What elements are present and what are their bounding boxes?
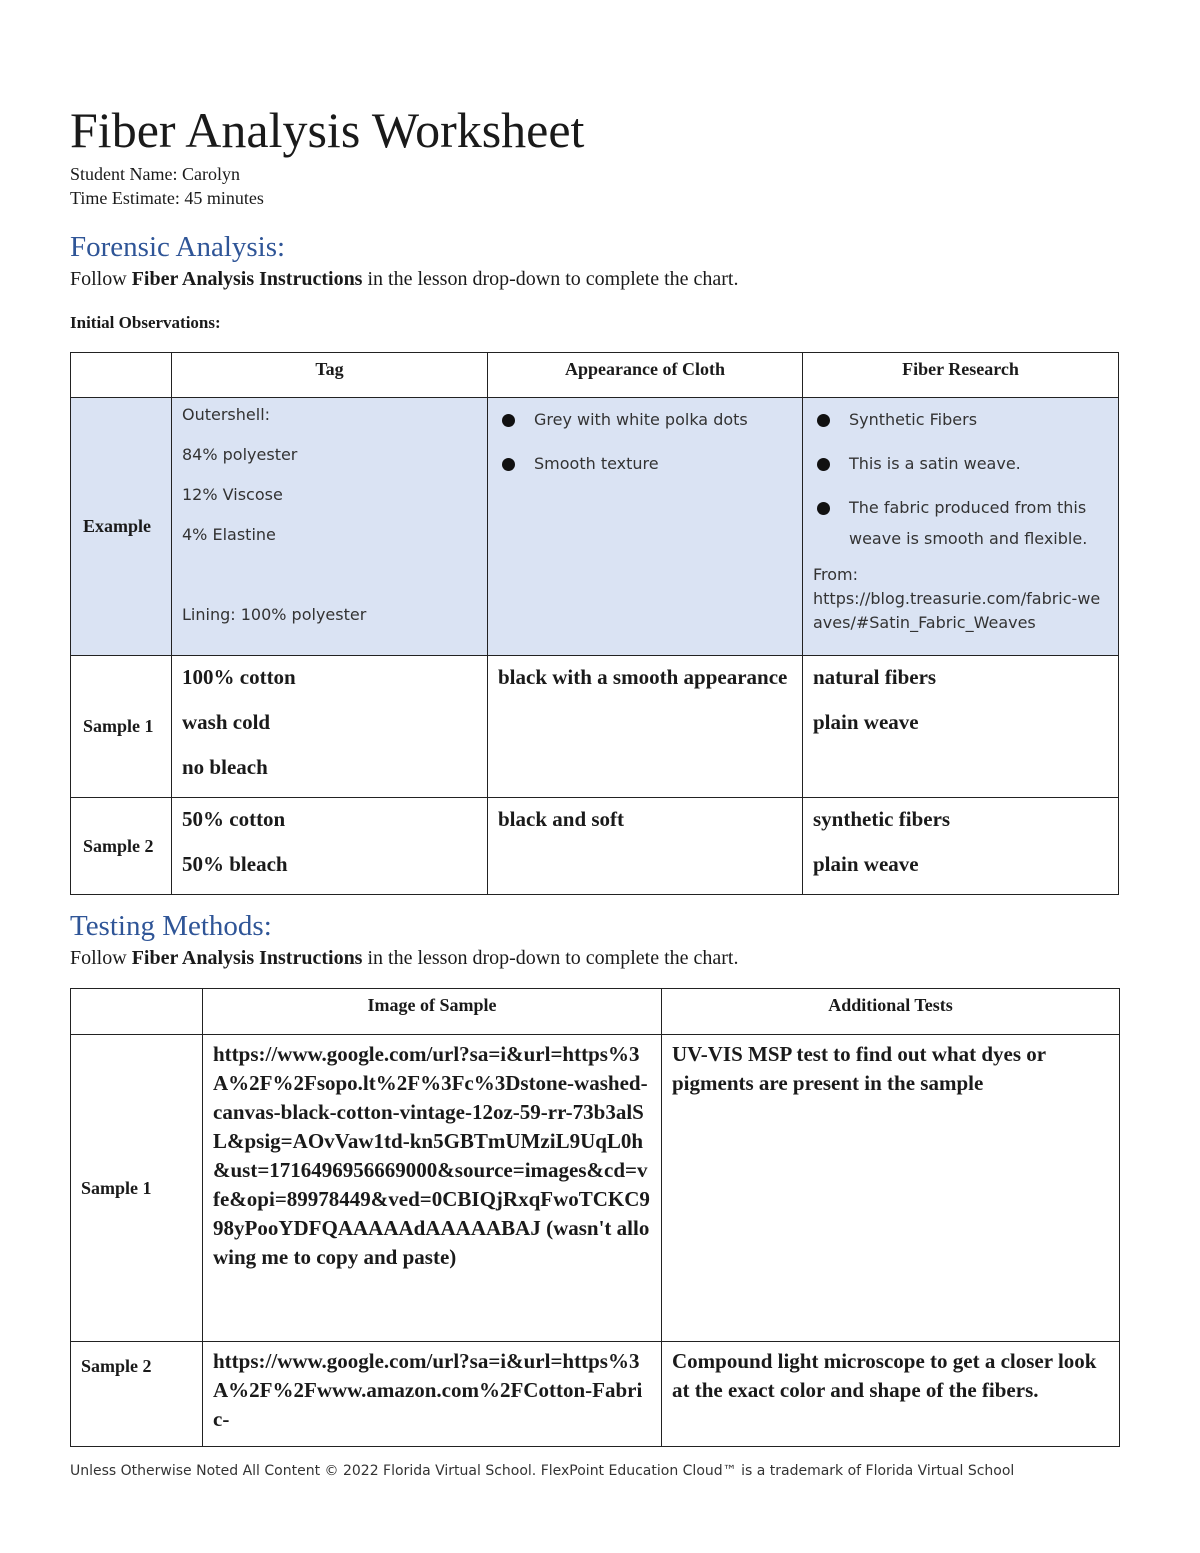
row-label-example: Example xyxy=(71,398,172,656)
bullet-item: Grey with white polka dots xyxy=(498,404,792,435)
instr-text: in the lesson drop-down to complete the chart. xyxy=(362,268,739,290)
forensic-analysis-heading: Forensic Analysis: xyxy=(70,231,286,263)
instr-bold-text: Fiber Analysis Instructions xyxy=(131,268,363,290)
tag-line: 84% polyester xyxy=(182,445,298,464)
tests-text: Compound light microscope to get a closer look at the exact color and shape of the fibers. xyxy=(672,1349,1097,1402)
bullet-item: This is a satin weave. xyxy=(813,448,1108,479)
tests-text: UV-VIS MSP test to find out what dyes or pigments are present in the sample xyxy=(672,1042,1046,1095)
bullet-list xyxy=(498,404,792,479)
tag-line: wash cold xyxy=(182,710,271,734)
sample-1-research-cell xyxy=(803,656,1119,798)
bullet-item: The fabric produced from this weave is smooth and flexible. xyxy=(813,492,1108,554)
table-row-example xyxy=(71,398,1119,656)
tag-line: no bleach xyxy=(182,755,268,779)
research-line: natural fibers xyxy=(813,665,937,689)
appearance-text: black with a smooth appearance xyxy=(498,665,788,689)
header-image-of-sample: Image of Sample xyxy=(203,989,662,1035)
sample-1-appearance-cell xyxy=(488,656,803,798)
sample-2-image-cell xyxy=(203,1342,662,1447)
tag-line: 12% Viscose xyxy=(182,485,283,504)
testing-methods-heading: Testing Methods: xyxy=(70,910,272,942)
sample-2-appearance-cell xyxy=(488,798,803,895)
bullet-item: Synthetic Fibers xyxy=(813,404,1108,435)
header-tag: Tag xyxy=(172,353,488,398)
instr-text: Follow xyxy=(70,268,132,290)
header-cell-empty xyxy=(71,353,172,398)
forensic-instructions xyxy=(70,266,738,292)
research-line: synthetic fibers xyxy=(813,807,951,831)
instr-text: Follow xyxy=(70,947,132,969)
image-url-text: https://www.google.com/url?sa=i&url=https%3A%2F%2Fwww.amazon.com%2FCotton-Fabric- xyxy=(213,1349,643,1431)
time-estimate: Time Estimate: 45 minutes xyxy=(70,188,264,208)
sample-2-tests-cell xyxy=(662,1342,1120,1447)
sample-1-image-cell xyxy=(203,1035,662,1342)
header-cell-empty xyxy=(71,989,203,1035)
instr-text: in the lesson drop-down to complete the chart. xyxy=(362,947,739,969)
table-row-sample-2 xyxy=(71,798,1119,895)
example-tag-cell xyxy=(172,398,488,656)
tag-line: 100% cotton xyxy=(182,665,296,689)
source-url: https://blog.treasurie.com/fabric-weaves/#Satin_Fabric_Weaves xyxy=(813,589,1101,632)
page-footer: Unless Otherwise Noted All Content © 2022 Florida Virtual School. FlexPoint Education Cloud™ is a trademark of Florida Virtual School xyxy=(70,1463,1015,1479)
table-header-row xyxy=(71,353,1119,398)
table-row-sample-2 xyxy=(71,1342,1120,1447)
header-fiber-research: Fiber Research xyxy=(803,353,1119,398)
row-label-sample-1: Sample 1 xyxy=(71,1035,203,1342)
tag-line-blank xyxy=(182,555,477,595)
sample-1-tests-cell xyxy=(662,1035,1120,1342)
tag-line: Outershell: xyxy=(182,405,271,424)
page-title: Fiber Analysis Worksheet xyxy=(70,102,585,158)
research-line: plain weave xyxy=(813,852,919,876)
sample-1-tag-cell xyxy=(172,656,488,798)
table-row-sample-1 xyxy=(71,1035,1120,1342)
row-label-sample-2: Sample 2 xyxy=(71,798,172,895)
research-line: plain weave xyxy=(813,710,919,734)
tag-line: 50% cotton xyxy=(182,807,286,831)
bullet-list xyxy=(813,404,1108,554)
source-label: From: xyxy=(813,565,859,584)
header-additional-tests: Additional Tests xyxy=(662,989,1120,1035)
example-research-cell xyxy=(803,398,1119,656)
instr-bold-text: Fiber Analysis Instructions xyxy=(131,947,363,969)
header-appearance: Appearance of Cloth xyxy=(488,353,803,398)
table-row-sample-1 xyxy=(71,656,1119,798)
image-url-text: https://www.google.com/url?sa=i&url=https%3A%2F%2Fsopo.lt%2F%3Fc%3Dstone-washed-canvas-black-cotton-vintage-12oz-59-rr-73b3alSL&psig=AOvVaw1td-kn5GBTmUMziL9UqL0h&ust=1716496956669000&source=images&cd=vfe&opi=89978449&ved=0CBIQjRxqFwoTCKC998yPooYDFQAAAAAdAAAAABAJ (wasn't allowing me to copy and paste) xyxy=(213,1042,650,1269)
tag-line: Lining: 100% polyester xyxy=(182,605,367,624)
row-label-sample-1: Sample 1 xyxy=(71,656,172,798)
sample-2-research-cell xyxy=(803,798,1119,895)
tag-line: 50% bleach xyxy=(182,852,288,876)
tag-line: 4% Elastine xyxy=(182,525,276,544)
example-appearance-cell xyxy=(488,398,803,656)
initial-observations-label: Initial Observations: xyxy=(70,313,221,332)
sample-2-tag-cell xyxy=(172,798,488,895)
student-name: Student Name: Carolyn xyxy=(70,164,240,184)
table-header-row xyxy=(71,989,1120,1035)
bullet-item: Smooth texture xyxy=(498,448,792,479)
testing-methods-table xyxy=(70,988,1120,1447)
appearance-text: black and soft xyxy=(498,807,625,831)
initial-observations-table xyxy=(70,352,1119,895)
row-label-sample-2: Sample 2 xyxy=(71,1342,203,1447)
testing-instructions xyxy=(70,945,738,971)
